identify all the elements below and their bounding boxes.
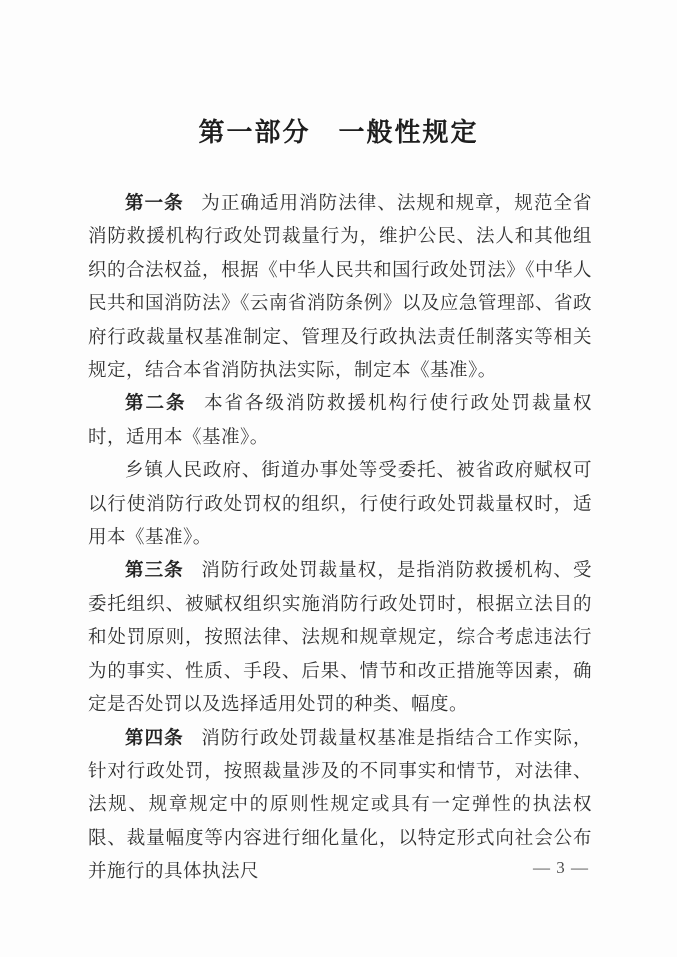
article-4-text: 消防行政处罚裁量权基准是指结合工作实际，针对行政处罚，按照裁量涉及的不同事实和情节，对法律、法规、规章规定中的原则性规定或具有一定弹性的执法权限、裁量幅度等内容进行细化量化，以特定形式向社会公布并施行的具体执法尺 xyxy=(88,728,592,883)
paragraph-article-2-continued xyxy=(88,455,592,555)
article-2-continued-text: 乡镇人民政府、街道办事处等受委托、被省政府赋权可以行使消防行政处罚权的组织，行使行政处罚裁量权时，适用本《基准》。 xyxy=(88,461,592,549)
page-title: 第一部分 一般性规定 xyxy=(198,118,479,147)
paragraph-article-4 xyxy=(88,723,592,890)
article-1-label: 第一条 xyxy=(125,194,184,214)
article-2-label: 第二条 xyxy=(125,394,187,415)
paragraph-article-3 xyxy=(88,555,592,722)
document-body xyxy=(88,188,592,890)
article-3-label: 第三条 xyxy=(125,561,184,582)
article-1-text: 为正确适用消防法律、法规和规章，规范全省消防救援机构行政处罚裁量行为，维护公民、法人和其他组织的合法权益，根据《中华人民共和国行政处罚法》《中华人民共和国消防法》《云南省消防条例》以及应急管理部、省政府行政裁量权基准制定、管理及行政执法责任制落实等相关规定，结合本省消防执法实际，制定本《基准》。 xyxy=(88,194,592,382)
page-number: — 3 — xyxy=(533,858,589,877)
article-4-label: 第四条 xyxy=(125,728,184,749)
paragraph-article-2 xyxy=(88,388,592,455)
paragraph-article-1 xyxy=(88,188,592,388)
article-2-text: 本省各级消防救援机构行使行政处罚裁量权时，适用本《基准》。 xyxy=(88,394,592,448)
article-3-text: 消防行政处罚裁量权，是指消防救援机构、受委托组织、被赋权组织实施消防行政处罚时，根据立法目的和处罚原则，按照法律、法规和规章规定，综合考虑违法行为的事实、性质、手段、后果、情节和改正措施等因素，确定是否处罚以及选择适用处罚的种类、幅度。 xyxy=(88,561,592,716)
